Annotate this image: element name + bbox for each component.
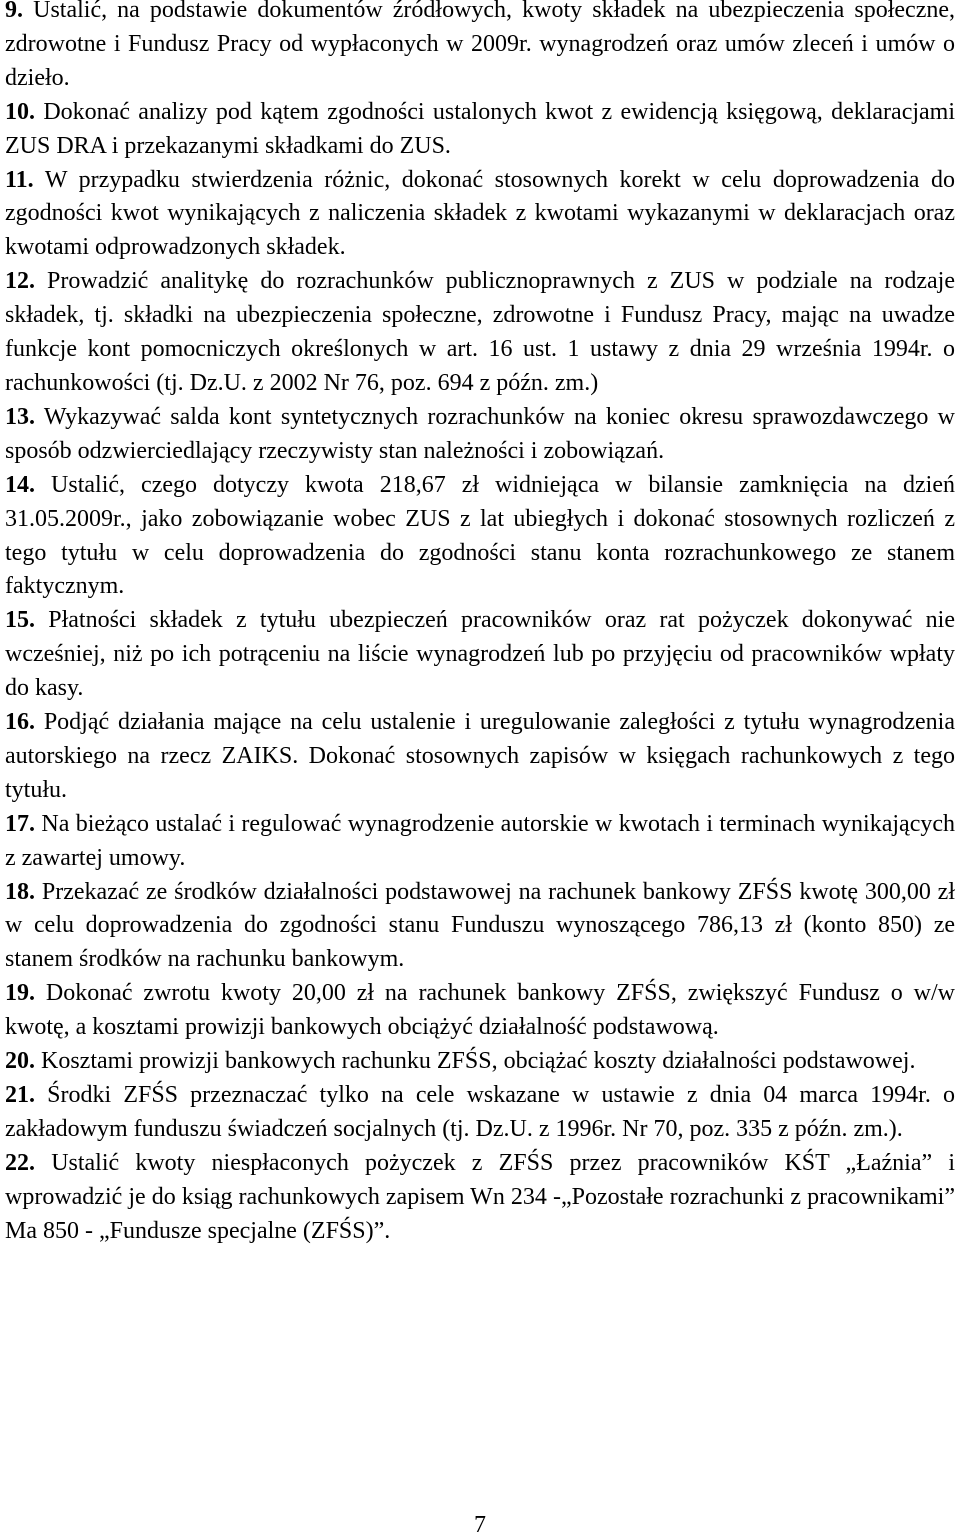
item-text: Kosztami prowizji bankowych rachunku ZFŚS, obciążać koszty działalności podstawowej. <box>41 1048 916 1075</box>
item-number: 18. <box>5 878 35 905</box>
item-number: 10. <box>5 98 35 125</box>
item-text: Wykazywać salda kont syntetycznych rozrachunków na koniec okresu sprawozdawczego w sposób odzwierciedlający rzeczywisty stan należności i zobowiązań. <box>5 403 955 464</box>
item-text: Prowadzić analitykę do rozrachunków publicznoprawnych z ZUS w podziale na rodzaje składek, tj. składki na ubezpieczenia społeczne, zdrowotne i Fundusz Pracy, mając na uwadze funkcje kont pomocniczych określonych w art. 16 ust. 1 ustawy z dnia 29 września 1994r. o rachunkowości (tj. Dz.U. z 2002 Nr 76, poz. 694 z późn. zm.) <box>5 268 956 396</box>
item-number: 11. <box>5 166 34 193</box>
list-item-10 <box>5 96 955 164</box>
item-text: Ustalić, na podstawie dokumentów źródłowych, kwoty składek na ubezpieczenia społeczne, zdrowotne i Fundusz Pracy od wypłaconych w 2009r. wynagrodzeń oraz umów zleceń i umów o dzieło. <box>5 0 956 91</box>
document-body <box>5 0 955 1249</box>
item-text: Ustalić, czego dotyczy kwota 218,67 zł widniejąca w bilansie zamknięcia na dzień 31.05.2009r., jako zobowiązanie wobec ZUS z lat ubiegłych i dokonać stosownych rozliczeń z tego tytułu w celu doprowadzenia do zgodności stanu konta rozrachunkowego ze stanem faktycznym. <box>5 471 956 600</box>
item-number: 22. <box>5 1149 35 1176</box>
item-text: Na bieżąco ustalać i regulować wynagrodzenie autorskie w kwotach i terminach wynikających z zawartej umowy. <box>5 810 956 871</box>
page-number: 7 <box>474 1512 486 1538</box>
list-item-11 <box>5 164 955 266</box>
list-item-22 <box>5 1147 955 1249</box>
item-text: Dokonać analizy pod kątem zgodności ustalonych kwot z ewidencją księgową, deklaracjami ZUS DRA i przekazanymi składkami do ZUS. <box>5 98 956 159</box>
item-text: Dokonać zwrotu kwoty 20,00 zł na rachunek bankowy ZFŚS, zwiększyć Fundusz o w/w kwotę, a kosztami prowizji bankowych obciążyć działalność podstawową. <box>5 980 956 1041</box>
item-number: 14. <box>5 471 35 498</box>
list-item-21 <box>5 1079 955 1147</box>
item-number: 19. <box>5 980 35 1007</box>
list-item-18 <box>5 876 955 978</box>
list-item-17 <box>5 808 955 876</box>
list-item-16 <box>5 706 955 808</box>
list-item-15 <box>5 604 955 706</box>
item-text: W przypadku stwierdzenia różnic, dokonać stosownych korekt w celu doprowadzenia do zgodności kwot wynikających z naliczenia składek z kwotami wykazanymi w deklaracjach oraz kwotami odprowadzonych składek. <box>5 166 955 261</box>
item-text: Przekazać ze środków działalności podstawowej na rachunek bankowy ZFŚS kwotę 300,00 zł w celu doprowadzenia do zgodności stanu Funduszu wynoszącego 786,13 zł (konto 850) ze stanem środków na rachunku bankowym. <box>5 878 956 973</box>
item-number: 17. <box>5 810 35 837</box>
item-number: 9. <box>5 0 23 23</box>
list-item-14 <box>5 469 955 605</box>
item-number: 21. <box>5 1082 35 1108</box>
list-item-19 <box>5 977 955 1045</box>
item-text: Płatności składek z tytułu ubezpieczeń pracowników oraz rat pożyczek dokonywać nie wcześniej, niż po ich potrąceniu na liście wynagrodzeń lub po przyjęciu od pracowników wpłaty do kasy. <box>5 607 956 702</box>
item-number: 13. <box>5 403 35 430</box>
item-text: Podjąć działania mające na celu ustalenie i uregulowanie zaległości z tytułu wynagrodzenia autorskiego na rzecz ZAIKS. Dokonać stosownych zapisów w księgach rachunkowych z tego tytułu. <box>5 709 955 803</box>
list-item-20 <box>5 1045 955 1079</box>
list-item-12 <box>5 265 955 401</box>
list-item-9 <box>5 0 955 96</box>
item-number: 12. <box>5 268 35 295</box>
item-text: Ustalić kwoty niespłaconych pożyczek z ZFŚS przez pracowników KŚT „Łaźnia” i wprowadzić je do ksiąg rachunkowych zapisem Wn 234 -„Pozostałe rozrachunki z pracownikami” Ma 850 - „Fundusze specjalne (ZFŚS)”. <box>5 1149 955 1244</box>
list-item-13 <box>5 401 955 469</box>
item-number: 16. <box>5 709 35 736</box>
item-number: 15. <box>5 607 35 634</box>
item-number: 20. <box>5 1048 35 1075</box>
item-text: Środki ZFŚS przeznaczać tylko na cele wskazane w ustawie z dnia 04 marca 1994r. o zakładowym funduszu świadczeń socjalnych (tj. Dz.U. z 1996r. Nr 70, poz. 335 z późn. zm.). <box>5 1082 956 1142</box>
